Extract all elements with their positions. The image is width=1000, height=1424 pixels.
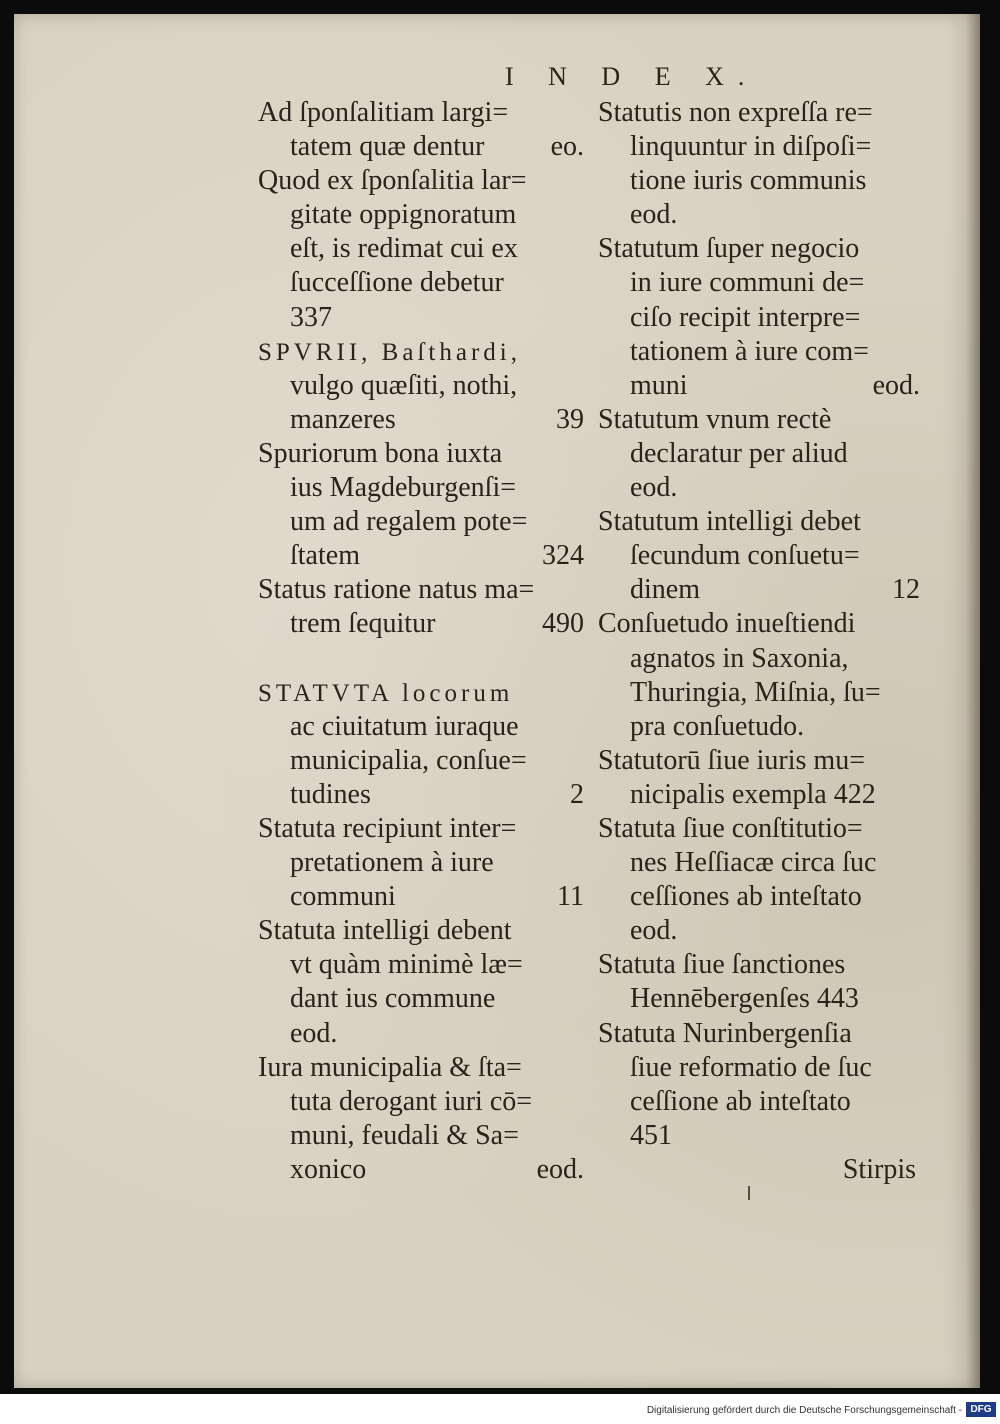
index-line xyxy=(598,914,924,948)
index-entry-text: nicipalis exempla 422 xyxy=(630,778,876,810)
index-line xyxy=(258,1017,588,1051)
index-entry-text: ciſo recipit interpre= xyxy=(630,301,861,333)
index-line xyxy=(598,1119,924,1153)
index-entry-text: tatem quæ dentur xyxy=(290,131,485,163)
index-entry-text: vt quàm minimè læ= xyxy=(290,949,523,981)
index-entry-text: Statuta ſiue conſtitutio= xyxy=(598,812,863,844)
index-entry-text: Quod ex ſponſalitia lar= xyxy=(258,165,527,197)
index-line xyxy=(258,642,588,676)
index-line xyxy=(598,1085,924,1119)
index-line xyxy=(258,880,588,914)
index-line xyxy=(598,812,924,846)
index-entry-text: ſtatem xyxy=(290,540,360,572)
index-entry-text: linquuntur in diſpoſi= xyxy=(630,131,872,163)
index-entry-text: municipalia, conſue= xyxy=(290,744,527,776)
index-entry-text: Statutum vnum rectè xyxy=(598,403,832,435)
index-line xyxy=(598,266,924,300)
index-line xyxy=(598,301,924,335)
index-entry-text: Hennēbergenſes 443 xyxy=(630,983,859,1015)
index-line xyxy=(598,982,924,1016)
index-entry-text: STATVTA locorum xyxy=(258,679,514,707)
index-line xyxy=(258,403,588,437)
index-line xyxy=(258,1119,588,1153)
index-line xyxy=(598,744,924,778)
index-entry-text: ſiue reformatio de ſuc xyxy=(630,1051,872,1083)
index-line xyxy=(598,164,924,198)
page-reference: eod. xyxy=(536,1153,584,1185)
index-line xyxy=(258,812,588,846)
index-entry-text: dinem xyxy=(630,574,700,606)
index-column-left xyxy=(258,96,588,1187)
page-reference: 490 xyxy=(542,608,584,640)
index-entry-text: 337 xyxy=(290,301,332,333)
index-entry-text: vulgo quæſiti, nothi, xyxy=(290,369,518,401)
index-entry-text: Iura municipalia & ſta= xyxy=(258,1051,522,1083)
index-entry-text: tuta derogant iuri cō= xyxy=(290,1085,533,1117)
index-entry-text: Thuringia, Miſnia, ſu= xyxy=(630,676,881,708)
index-line xyxy=(258,1085,588,1119)
index-entry-text: Statuta intelligi debent xyxy=(258,915,512,947)
index-entry-text: Conſuetudo inueſtiendi xyxy=(598,608,856,640)
index-entry-text: eod. xyxy=(630,199,678,231)
index-entry-text: Spuriorum bona iuxta xyxy=(258,437,503,469)
index-entry-text: Statuta ſiue ſanctiones xyxy=(598,949,846,981)
index-line xyxy=(598,437,924,471)
index-line xyxy=(598,232,924,266)
index-line xyxy=(258,676,588,710)
index-line xyxy=(258,744,588,778)
index-line xyxy=(258,164,588,198)
index-entry-text: pra conſuetudo. xyxy=(630,710,805,742)
index-entry-text: eſt, is redimat cui ex xyxy=(290,233,518,265)
index-column-right xyxy=(598,96,924,1187)
index-line xyxy=(598,573,924,607)
index-line xyxy=(598,198,924,232)
index-entry-text: ceſſione ab inteſtato xyxy=(630,1085,851,1117)
index-line xyxy=(598,607,924,641)
page-reference: 324 xyxy=(542,540,584,572)
index-line xyxy=(598,1017,924,1051)
index-entry-text: in iure communi de= xyxy=(630,267,865,299)
index-line xyxy=(598,642,924,676)
index-entry-text: nes Heſſiacæ circa ſuc xyxy=(630,847,877,879)
index-line xyxy=(258,130,588,164)
index-entry-text: Statutorū ſiue iuris mu= xyxy=(598,744,865,776)
page-reference: 2 xyxy=(570,778,584,810)
index-line xyxy=(598,335,924,369)
index-entry-text: ius Magdeburgenſi= xyxy=(290,472,517,504)
index-entry-text: ceſſiones ab inteſtato xyxy=(630,881,862,913)
index-line xyxy=(598,96,924,130)
index-line xyxy=(598,778,924,812)
index-entry-text: declaratur per aliud xyxy=(630,437,848,469)
index-line xyxy=(598,948,924,982)
page-reference: eod. xyxy=(872,369,920,401)
index-line xyxy=(598,1153,924,1187)
index-entry-text: Status ratione natus ma= xyxy=(258,574,535,606)
page-header: I N D E X. xyxy=(505,62,759,91)
index-line xyxy=(258,778,588,812)
index-entry-text: Statutum ſuper negocio xyxy=(598,233,860,265)
index-line xyxy=(598,539,924,573)
index-line xyxy=(258,301,588,335)
index-entry-text: tione iuris communis xyxy=(630,165,867,197)
index-entry-text: communi xyxy=(290,881,396,913)
ink-mark xyxy=(748,1186,750,1200)
catchword: Stirpis xyxy=(842,1153,916,1185)
index-line xyxy=(258,1153,588,1187)
index-line xyxy=(258,335,588,369)
index-entry-text: muni xyxy=(630,369,688,401)
page-reference: eo. xyxy=(550,131,584,163)
page-reference: 11 xyxy=(557,881,584,913)
index-line xyxy=(258,573,588,607)
dfg-logo[interactable]: DFG xyxy=(966,1402,996,1417)
index-entry-text: Statuta Nurinbergenſia xyxy=(598,1017,852,1049)
index-line xyxy=(598,471,924,505)
index-entry-text: Statutum intelligi debet xyxy=(598,506,861,538)
index-entry-text: Statutis non expreſſa re= xyxy=(598,97,873,128)
footer-bar xyxy=(0,1394,1000,1424)
index-line xyxy=(258,710,588,744)
index-line xyxy=(258,266,588,300)
index-line xyxy=(258,982,588,1016)
index-entry-text: trem ſequitur xyxy=(290,608,436,640)
index-entry-text: tudines xyxy=(290,778,371,810)
index-entry-text: eod. xyxy=(630,915,678,947)
index-line xyxy=(258,846,588,880)
page-reference: 39 xyxy=(556,403,584,435)
index-entry-text: Ad ſponſalitiam largi= xyxy=(258,97,509,128)
index-line xyxy=(258,539,588,573)
index-line xyxy=(258,948,588,982)
index-entry-text: eod. xyxy=(290,1017,338,1049)
index-line xyxy=(258,505,588,539)
index-line xyxy=(598,369,924,403)
index-entry-text: xonico xyxy=(290,1153,367,1185)
index-entry-text: tationem à iure com= xyxy=(630,335,869,367)
index-line xyxy=(598,710,924,744)
index-entry-text: Statuta recipiunt inter= xyxy=(258,812,517,844)
index-line xyxy=(258,607,588,641)
index-line xyxy=(598,1051,924,1085)
page-edge-shadow xyxy=(966,14,980,1388)
index-line xyxy=(258,96,588,130)
index-entry-text: muni, feudali & Sa= xyxy=(290,1119,519,1151)
index-entry-text: eod. xyxy=(630,472,678,504)
index-entry-text: ſucceſſione debetur xyxy=(290,267,504,299)
index-line xyxy=(598,130,924,164)
index-line xyxy=(598,880,924,914)
index-entry-text: gitate oppignoratum xyxy=(290,199,517,231)
index-line xyxy=(258,232,588,266)
index-line xyxy=(258,437,588,471)
footer-credit: Digitalisierung gefördert durch die Deutsche Forschungsgemeinschaft - xyxy=(646,1405,962,1416)
index-line xyxy=(598,403,924,437)
index-entry-text: ac ciuitatum iuraque xyxy=(290,710,519,742)
index-line xyxy=(258,1051,588,1085)
index-entry-text: 451 xyxy=(630,1119,672,1151)
index-entry-text: dant ius commune xyxy=(290,983,496,1015)
index-line xyxy=(258,198,588,232)
index-entry-text: SPVRII, Baſthardi, xyxy=(258,338,521,366)
index-entry-text: manzeres xyxy=(290,403,396,435)
index-line xyxy=(598,676,924,710)
index-line xyxy=(258,471,588,505)
index-line xyxy=(258,369,588,403)
index-line xyxy=(258,914,588,948)
page-reference: 12 xyxy=(892,574,920,606)
index-line xyxy=(598,846,924,880)
index-entry-text: um ad regalem pote= xyxy=(290,506,528,538)
index-line xyxy=(598,505,924,539)
index-entry-text: pretationem à iure xyxy=(290,847,494,879)
index-entry-text: agnatos in Saxonia, xyxy=(630,642,849,674)
index-entry-text: ſecundum conſuetu= xyxy=(630,540,860,572)
